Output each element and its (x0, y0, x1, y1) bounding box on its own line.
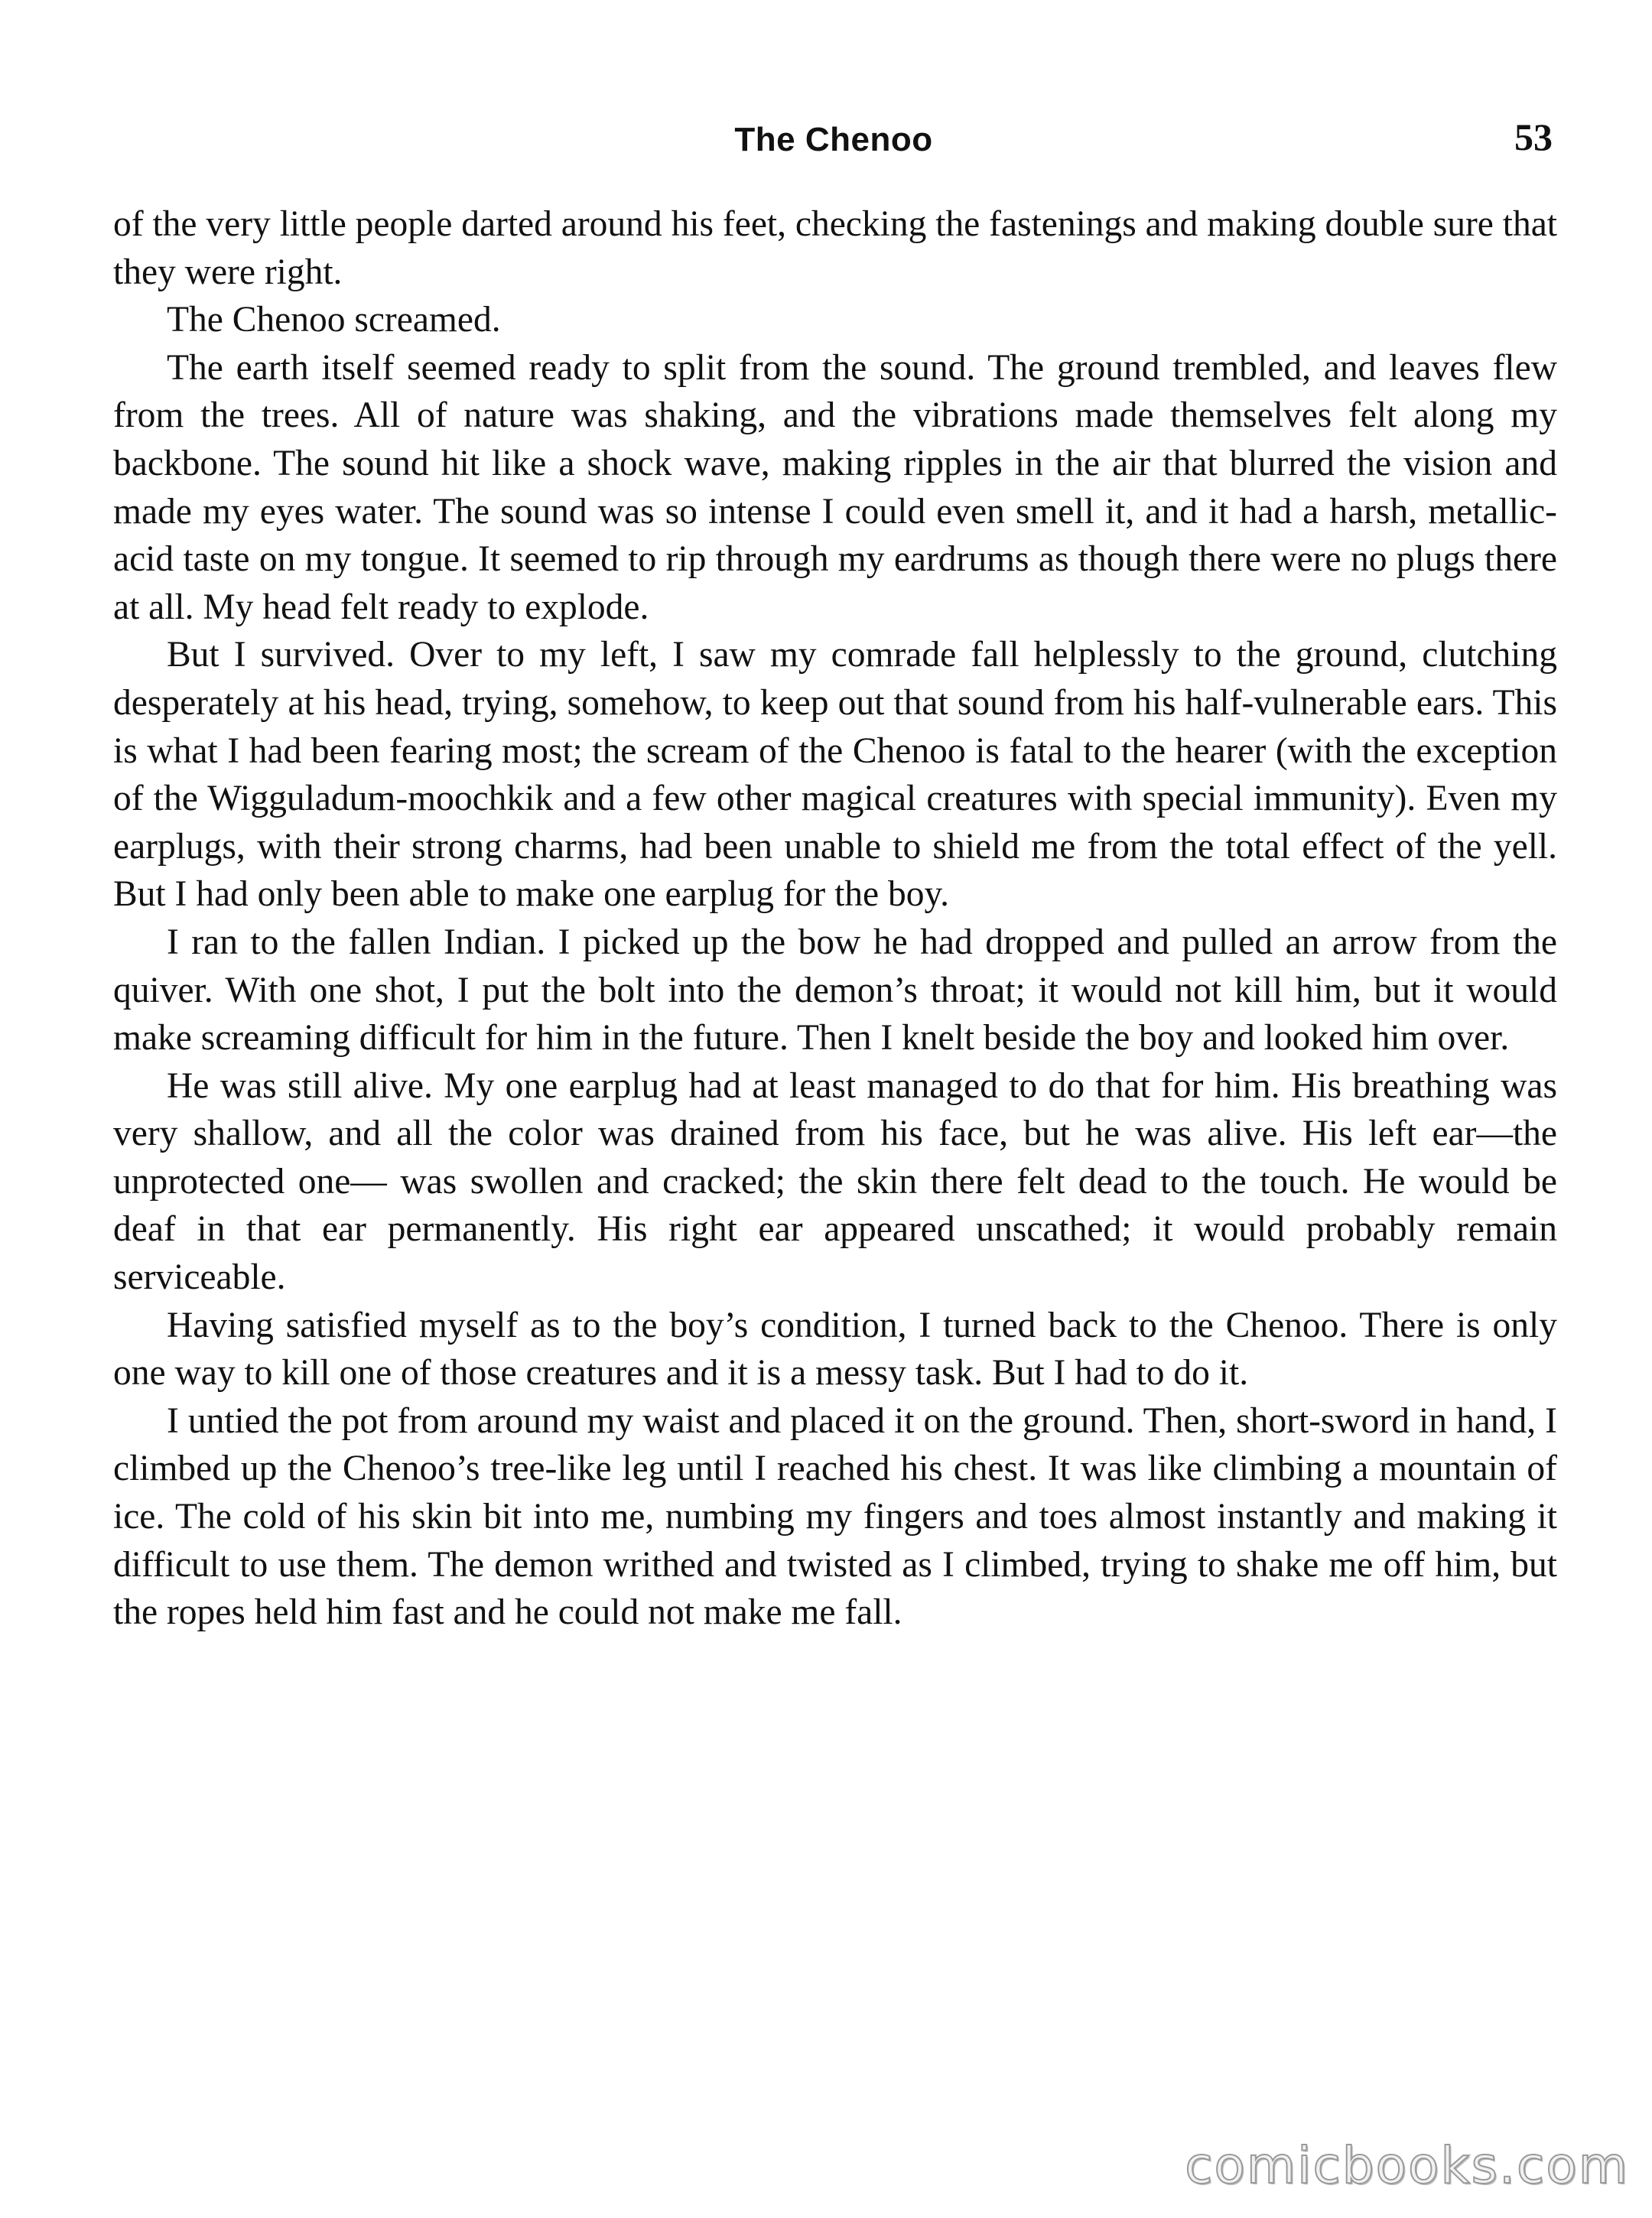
paragraph: The Chenoo screamed. (167, 300, 501, 340)
page-header (115, 115, 1553, 176)
running-head: The Chenoo (734, 121, 933, 158)
paragraph: But I survived. Over to my left, I saw my comrade fall helplessly to the ground, clutching desperately at his head, trying, somehow, to keep out that sound from his half-vulnerable ears. This is what I had been fearing most; the scream of the Chenoo is fatal to the hearer (with the exception of the Wigguladum-moochkik and a few other magical creatures with special immunity). Even my earplugs, with their strong charms, had been unable to shield me from the total effect of the yell. But I had only been able to make one earplug for the boy. (113, 635, 1557, 915)
paragraph: He was still alive. My one earplug had at least managed to do that for him. His breathing was very shallow, and all the color was drained from his face, but he was alive. His left ear—the unprotected one— was swollen and cracked; the skin there felt dead to the touch. He would be deaf in that ear permanently. His right ear appeared unscathed; it would probably remain serviceable. (113, 1065, 1557, 1298)
paragraph: Having satisfied myself as to the boy’s condition, I turned back to the Chenoo. There is only one way to kill one of those creatures and it is a messy task. But I had to do it. (113, 1305, 1557, 1394)
paragraph-continuation: of the very little people darted around his feet, checking the fastenings and making double sure that they were right. (113, 204, 1557, 292)
watermark-logo: comicbooks.com (1185, 2136, 1629, 2195)
paragraph: The earth itself seemed ready to split from the sound. The ground trembled, and leaves flew from the trees. All of nature was shaking, and the vibrations made themselves felt along my backbone. The sound hit like a shock wave, making ripples in the air that blurred the vision and made my eyes water. The sound was so intense I could even smell it, and it had a harsh, metallic-acid taste on my tongue. It seemed to rip through my eardrums as though there were no plugs there at all. My head felt ready to explode. (113, 347, 1557, 627)
paragraph: I untied the pot from around my waist and placed it on the ground. Then, short-sword in hand, I climbed up the Chenoo’s tree-like leg until I reached his chest. It was like climbing a mountain of ice. The cold of his skin bit into me, numbing my fingers and toes almost instantly and making it difficult to use them. The demon writhed and twisted as I climbed, trying to shake me off him, but the ropes held him fast and he could not make me fall. (113, 1400, 1557, 1633)
paragraph: I ran to the fallen Indian. I picked up the bow he had dropped and pulled an arrow from the quiver. With one shot, I put the bolt into the demon’s throat; it would not kill him, but it would make screaming difficult for him in the future. Then I knelt beside the boy and looked him over. (113, 922, 1557, 1059)
body-text (113, 200, 1557, 1637)
page-number: 53 (1514, 115, 1553, 158)
